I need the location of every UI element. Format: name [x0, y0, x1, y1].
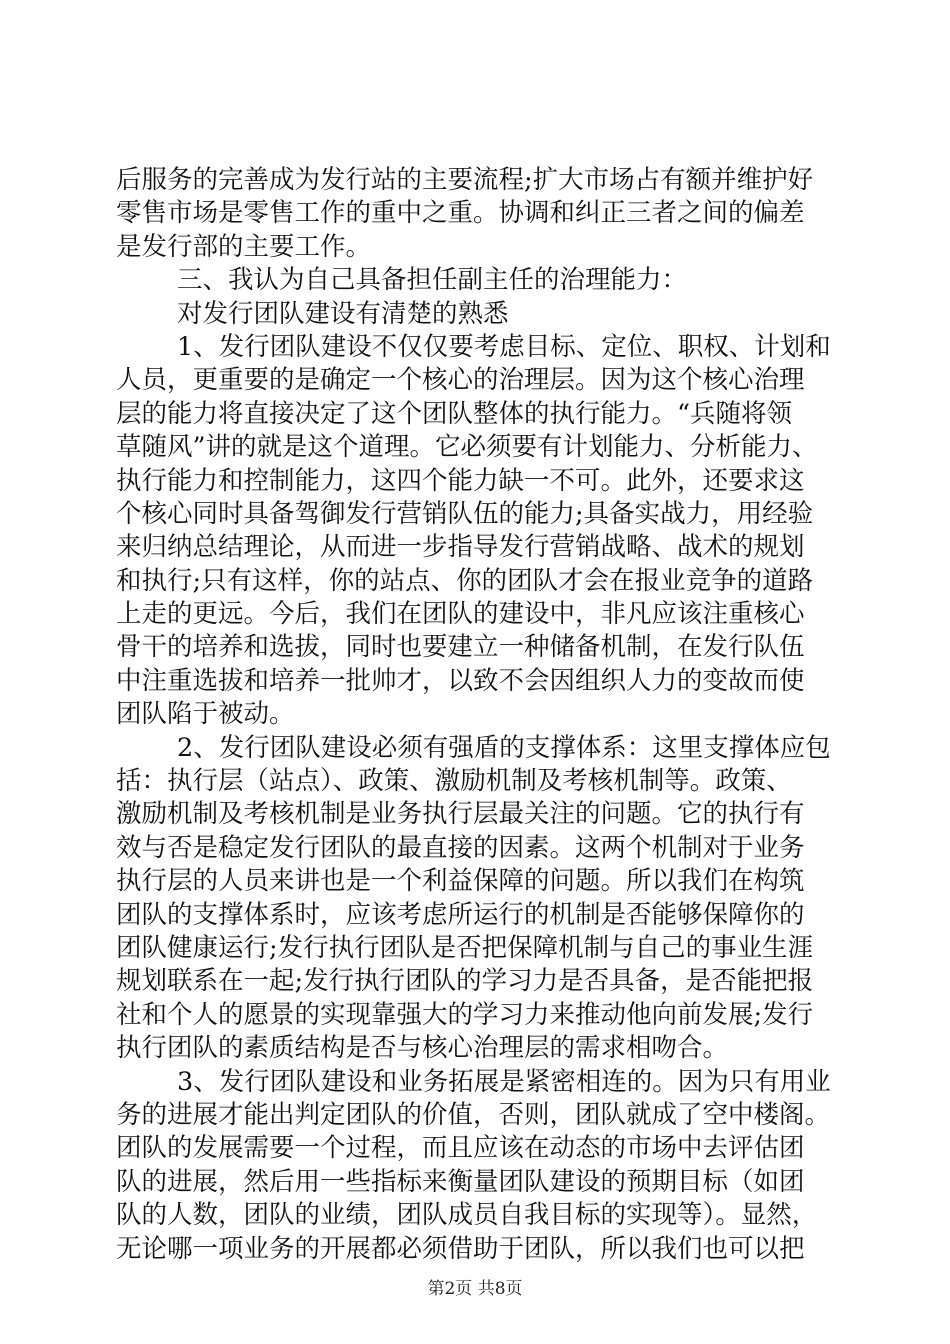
text-line: 是发行部的主要工作。 — [116, 231, 372, 262]
text-line: 效与否是稳定发行团队的最直接的因素。这两个机制对于业务 — [116, 832, 805, 863]
text-line: 中注重选拔和培养一批帅才，以致不会因组织人力的变故而使 — [116, 665, 805, 696]
document-body — [116, 164, 836, 1266]
text-line: 骨干的培养和选拔，同时也要建立一种储备机制，在发行队伍 — [116, 632, 805, 663]
text-line: 个核心同时具备驾御发行营销队伍的能力;具备实战力，用经验 — [116, 498, 814, 529]
paragraph-start: 3、发行团队建设和业务拓展是紧密相连的。因为只有用业 — [177, 1066, 831, 1097]
text-line: 层的能力将直接决定了这个团队整体的执行能力。“兵随将领 — [116, 398, 793, 429]
text-line: 执行能力和控制能力，这四个能力缺一不可。此外，还要求这 — [116, 465, 805, 496]
text-line: 团队健康运行;发行执行团队是否把保障机制与自己的事业生涯 — [116, 932, 814, 963]
paragraph-start: 2、发行团队建设必须有强盾的支撑体系：这里支撑体应包 — [177, 732, 831, 763]
text-line: 人员，更重要的是确定一个核心的治理层。因为这个核心治理 — [116, 365, 805, 396]
subsection-heading: 对发行团队建设有清楚的熟悉 — [177, 298, 509, 329]
text-line: 团队的发展需要一个过程，而且应该在动态的市场中去评估团 — [116, 1133, 805, 1164]
text-line: 和执行;只有这样，你的站点、你的团队才会在报业竞争的道路 — [116, 565, 814, 596]
paragraph-start: 1、发行团队建设不仅仅要考虑目标、定位、职权、计划和 — [177, 331, 831, 362]
text-line: 执行层的人员来讲也是一个利益保障的问题。所以我们在构筑 — [116, 866, 805, 897]
text-line: 来归纳总结理论，从而进一步指导发行营销战略、战术的规划 — [116, 532, 805, 563]
text-line: 社和个人的愿景的实现靠强大的学习力来推动他向前发展;发行 — [116, 999, 814, 1030]
text-line: 草随风”讲的就是这个道理。它必须要有计划能力、分析能力、 — [116, 432, 818, 463]
text-line: 务的进展才能出判定团队的价值，否则，团队就成了空中楼阁。 — [116, 1099, 831, 1130]
text-line: 上走的更远。今后，我们在团队的建设中，非凡应该注重核心 — [116, 599, 805, 630]
text-line: 激励机制及考核机制是业务执行层最关注的问题。它的执行有 — [116, 799, 805, 830]
text-line: 括：执行层（站点）、政策、激励机制及考核机制等。政策、 — [116, 766, 792, 797]
text-line: 后服务的完善成为发行站的主要流程;扩大市场占有额并维护好 — [116, 165, 814, 195]
text-line: 执行团队的素质结构是否与核心治理层的需求相吻合。 — [116, 1033, 729, 1064]
text-line: 队的人数，团队的业绩，团队成员自我目标的实现等）。显然， — [116, 1200, 818, 1231]
text-line: 团队陷于被动。 — [116, 699, 295, 730]
text-line: 团队的支撑体系时，应该考虑所运行的机制是否能够保障你的 — [116, 899, 805, 930]
page-number-footer: 第2页 共8页 — [427, 1279, 523, 1299]
text-line: 零售市场是零售工作的重中之重。协调和纠正三者之间的偏差 — [116, 198, 805, 229]
text-line: 队的进展，然后用一些指标来衡量团队建设的预期目标（如团 — [116, 1166, 805, 1197]
text-line: 无论哪一项业务的开展都必须借助于团队，所以我们也可以把 — [116, 1233, 805, 1264]
section-heading: 三、我认为自己具备担任副主任的治理能力： — [177, 265, 688, 296]
text-line: 规划联系在一起;发行执行团队的学习力是否具备，是否能把报 — [116, 966, 814, 997]
